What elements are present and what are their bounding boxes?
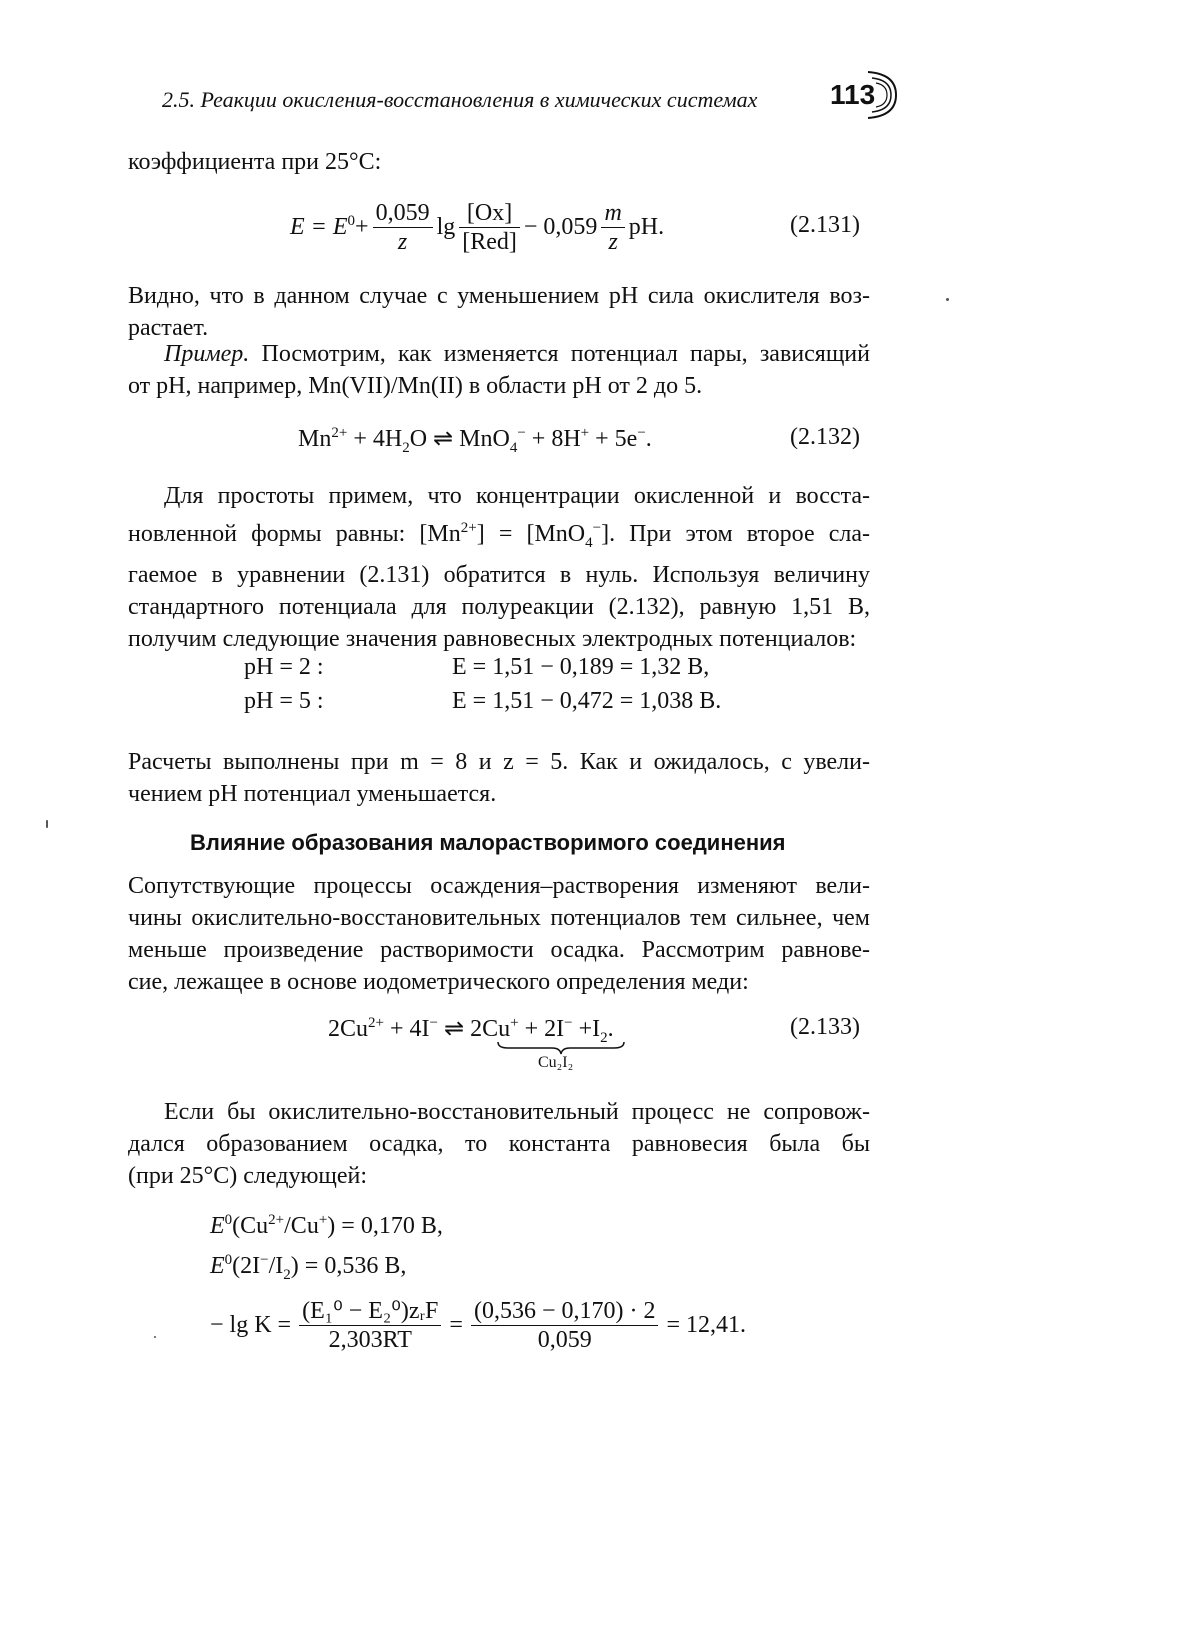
scan-speck xyxy=(154,1336,156,1338)
paragraph-side-processes: Сопутствующие процессы осаждения–растворения изменяют вели- чины окислительно-восстановительных потенциалов тем сильнее, чем меньше произведение растворимости осадка. Рассмотрим равнове- сие, лежащее в основе иодометрического определения меди: xyxy=(128,873,870,995)
equation-e0-i: $E^0(2I^-/I_2) = 0,536$ В, xyxy=(210,1252,407,1283)
scan-speck xyxy=(946,298,949,301)
ph-row-5-value: E = 1,51 − 0,472 = 1,038 В. xyxy=(452,688,722,714)
equation-number-2-132: (2.132) xyxy=(790,424,860,450)
equation-2-133: $2Cu^{2+} + 4I^-$ ⇌ $2Cu^+ + 2I^- +I_2$. xyxy=(328,1015,614,1046)
equation-lg-k: − lg K = $\frac{\text{(E₁⁰ − E₂⁰)zᵣF}}{2,303RT}$ = $\frac{(0,536 - 0,170) \cdot 2}{0,059}$ = 12,41. xyxy=(210,1297,747,1353)
page-number-swirl-icon xyxy=(862,64,902,126)
paragraph-intro: коэффициента при 25°С: xyxy=(128,149,382,175)
section-heading: Влияние образования малорастворимого соединения xyxy=(190,830,786,855)
equation-2-131: $E = E^0$ + $\frac{0,059}{z}$ lg $\frac{[Ox]}{\text{[Red]}}$ − 0,059 $\frac{m}{z}$ pH. xyxy=(290,199,665,255)
ph-row-5-label: pH = 5 : xyxy=(244,688,324,714)
equation-number-2-133: (2.133) xyxy=(790,1014,860,1040)
paragraph-seen: Видно, что в данном случае с уменьшением pH сила окислителя воз- растает. xyxy=(128,283,870,341)
ph-row-2-label: pH = 2 : xyxy=(244,654,324,680)
paragraph-calculations: Расчеты выполнены при m = 8 и z = 5. Как и ожидалось, с увели- чением pH потенциал уменьшается. xyxy=(128,749,870,807)
equation-number-2-131: (2.131) xyxy=(790,212,860,238)
underbrace-label: Cu₂I₂ xyxy=(538,1054,574,1071)
paragraph-simplicity: Для простоты примем, что концентрации окисленной и восста- новленной формы равны: $[Mn^{2+}] = [MnO_4^-]$. При этом второе сла- гаемое в уравнении (2.131) обратится в нуль. Используя величину стандартного потенциала для полуреакции (2.132), равную 1,51 В, получим следующие значения равновесных электродных потенциалов: xyxy=(128,483,870,652)
running-header: 2.5. Реакции окисления-восстановления в химических системах xyxy=(162,87,758,112)
equation-2-132: $Mn^{2+} + 4H_2O$ ⇌ MnO$_4$− + 8H+ + 5e−. xyxy=(298,425,652,456)
scan-speck xyxy=(46,820,48,828)
equation-e0-cu: $E^0(Cu^{2+}/Cu^+) = 0,170$ В, xyxy=(210,1212,443,1239)
paragraph-example: Пример. Посмотрим, как изменяется потенциал пары, зависящий от pH, например, Mn(VII)/Mn(II) в области pH от 2 до 5. xyxy=(128,341,870,399)
paragraph-if: Если бы окислительно-восстановительный процесс не сопровож- дался образованием осадка, то константа равновесия была бы (при 25°С) следующей: xyxy=(128,1099,870,1189)
ph-row-2-value: E = 1,51 − 0,189 = 1,32 В, xyxy=(452,654,710,680)
page-number: 113 xyxy=(830,79,876,110)
